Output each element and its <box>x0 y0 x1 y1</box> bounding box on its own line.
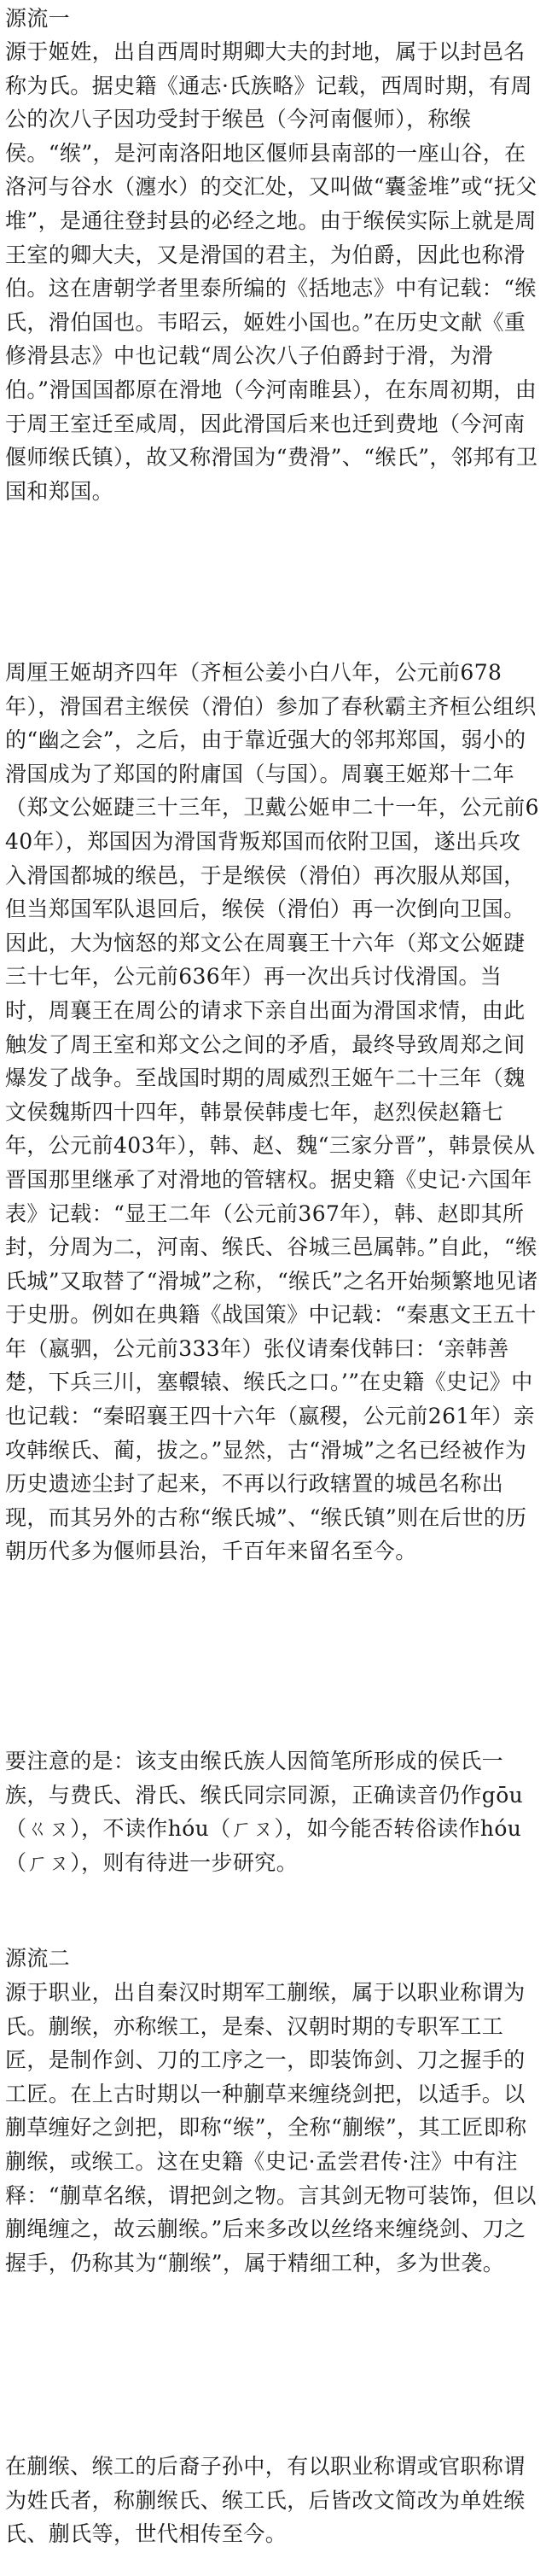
paragraph-pronunciation-note: 要注意的是：该支由缑氏族人因简笔所形成的侯氏一族，与费氏、滑氏、缑氏同宗同源，正确读音仍作gōu（ㄍㄡ），不读作hóu（ㄏㄡ），如今能否转俗读作hóu（ㄏㄡ），则有待进一步研究。 <box>5 1749 524 1875</box>
section-heading-origin-1: 源流一 <box>5 6 71 31</box>
paragraph-descendants: 在蒯缑、缑工的后裔子孙中，有以职业称谓或官职称谓为姓氏者，称蒯缑氏、缑工氏，后皆改文简改为单姓缑氏、蒯氏等，世代相传至今。 <box>5 2454 526 2547</box>
paragraph-origin-1: 源于姬姓，出自西周时期卿大夫的封地，属于以封邑名称为氏。据史籍《通志·氏族略》记载，西周时期，有周公的次八子因功受封于缑邑（今河南偃师），称缑侯。“缑”，是河南洛阳地区偃师县南部的一座山谷，在洛河与谷水（瀍水）的交汇处，又叫做“囊釜堆”或“抚父堆”，是通往登封县的必经之地。由于缑侯实际上就是周王室的卿大夫，又是滑国的君主，为伯爵，因此也称滑伯。这在唐朝学者里泰所编的《括地志》中有记载：“缑氏，滑伯国也。韦昭云，姬姓小国也。”在历史文献《重修滑县志》中也记载“周公次八子伯爵封于滑，为滑伯。”滑国国都原在滑地（今河南睢县），在东周初期，由于周王室迁至咸周，因此滑国后来也迁到费地（今河南偃师缑氏镇），故又称滑国为“费滑”、“缑氏”，邻邦有卫国和郑国。 <box>5 39 538 504</box>
section-heading-origin-2: 源流二 <box>5 1946 71 1971</box>
paragraph-origin-2: 源于职业，出自秦汉时期军工蒯缑，属于以职业称谓为氏。蒯缑，亦称缑工，是秦、汉朝时期的专职军工工匠，是制作剑、刀的工序之一，即装饰剑、刀之握手的工匠。在上古时期以一种蒯草来缠绕剑把，以适手。以蒯草缠好之剑把，即称“缑”，全称“蒯缑”，其工匠即称蒯缑，或缑工。这在史籍《史记·孟尝君传·注》中有注释：“蒯草名缑，谓把剑之物。言其剑无物可装饰，但以蒯绳缠之，故云蒯缑。”后来多改以丝络来缠绕剑、刀之握手，仍称其为“蒯缑”，属于精细工种，多为世袭。 <box>5 1980 537 2275</box>
paragraph-history: 周厘王姬胡齐四年（齐桓公姜小白八年，公元前678年），滑国君主缑侯（滑伯）参加了春秋霸主齐桓公组织的“幽之会”，之后，由于靠近强大的邻邦郑国，弱小的滑国成为了郑国的附庸国（与国）。周襄王姬郑十二年（郑文公姬踕三十三年，卫戴公姬申二十一年，公元前640年），郑国因为滑国背叛郑国而依附卫国，遂出兵攻入滑国都城的缑邑，于是缑侯（滑伯）再次服从郑国，但当郑国军队退回后，缑侯（滑伯）再一次倒向卫国。因此，大为恼怒的郑文公在周襄王十六年（郑文公姬踕三十七年，公元前636年）再一次出兵讨伐滑国。当时，周襄王在周公的请求下亲自出面为滑国求情，由此触发了周王室和郑文公之间的矛盾，最终导致周郑之间爆发了战争。至战国时期的周威烈王姬午二十三年（魏文侯魏斯四十四年，韩景侯韩虔七年，赵烈侯赵籍七年，公元前403年），韩、赵、魏“三家分晋”，韩景侯从晋国那里继承了对滑地的管辖权。据史籍《史记·六国年表》记载：“显王二年（公元前367年），韩、赵即其所封，分周为二，河南、缑氏、谷城三邑属韩。”自此，“缑氏城”又取替了“滑城”之称，“缑氏”之名开始频繁地见诸于史册。例如在典籍《战国策》中记载：“秦惠文王五十年（嬴驷，公元前333年）张仪请秦伐韩曰：‘亲韩善楚，下兵三川，塞轘辕、缑氏之口。’”在史籍《史记》中也记载：“秦昭襄王四十六年（嬴稷，公元前261年）亲攻韩缑氏、蔺，拔之。”显然，古“滑城”之名已经被作为历史遗迹尘封了起来，不再以行政辖置的城邑名称出现，而其另外的古称“缑氏城”、“缑氏镇”则在后世的历朝历代多为偃师县治，千百年来留名至今。 <box>5 660 539 1564</box>
